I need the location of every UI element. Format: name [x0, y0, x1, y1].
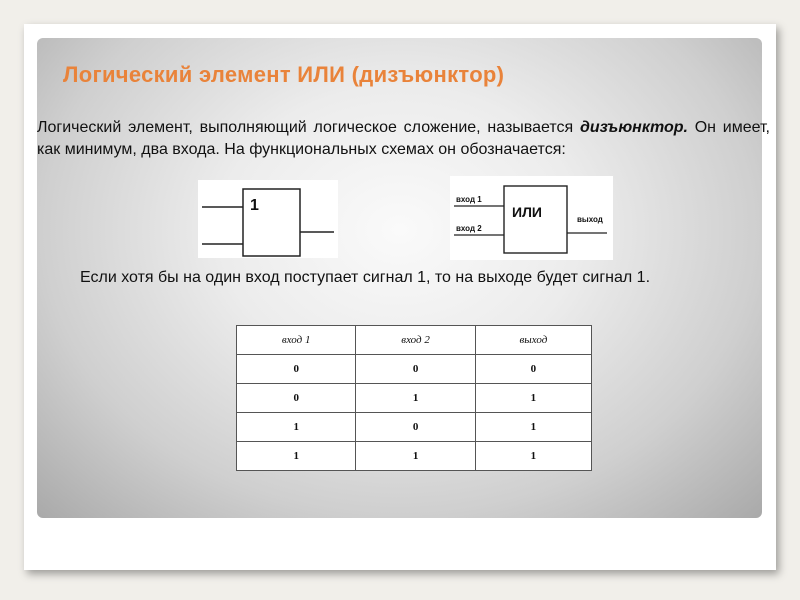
- table-row: [237, 355, 592, 384]
- or-gate-diagram-labeled: [450, 176, 613, 260]
- gate1-symbol: 1: [250, 197, 259, 214]
- table-row: [237, 384, 592, 413]
- cell-input2: 0: [356, 413, 475, 442]
- gate2-input1-label: вход 1: [456, 195, 482, 204]
- truth-table: [236, 325, 592, 471]
- header-output: выход: [475, 326, 591, 355]
- definition-term: дизъюнктор.: [579, 119, 688, 136]
- header-input1: вход 1: [237, 326, 356, 355]
- truth-table-header-row: [237, 326, 592, 355]
- cell-input1: 0: [237, 355, 356, 384]
- or-gate-iec-svg: [198, 180, 338, 258]
- definition-paragraph: [37, 117, 770, 161]
- definition-text-part2: Он имеет, как минимум, два входа. На функциональных схемах он обозначается:: [37, 119, 770, 158]
- gate2-input2-label: вход 2: [456, 224, 482, 233]
- cell-input1: 0: [237, 384, 356, 413]
- cell-input2: 1: [356, 384, 475, 413]
- definition-text-part1: Логический элемент, выполняющий логическое сложение, называется: [37, 119, 580, 136]
- table-row: [237, 442, 592, 471]
- cell-input1: 1: [237, 413, 356, 442]
- cell-output: 1: [475, 442, 591, 471]
- rule-note: Если хотя бы на один вход поступает сигнал 1, то на выходе будет сигнал 1.: [80, 269, 651, 286]
- cell-input2: 1: [356, 442, 475, 471]
- gate2-symbol: ИЛИ: [512, 204, 542, 220]
- cell-output: 1: [475, 384, 591, 413]
- or-gate-labeled-svg: [450, 176, 613, 260]
- table-row: [237, 413, 592, 442]
- header-input2: вход 2: [356, 326, 475, 355]
- cell-output: 0: [475, 355, 591, 384]
- gate2-output-label: выход: [577, 215, 603, 224]
- cell-input2: 0: [356, 355, 475, 384]
- cell-output: 1: [475, 413, 591, 442]
- cell-input1: 1: [237, 442, 356, 471]
- or-gate-diagram-iec: [198, 180, 338, 258]
- slide-title: Логический элемент ИЛИ (дизъюнктор): [63, 62, 505, 87]
